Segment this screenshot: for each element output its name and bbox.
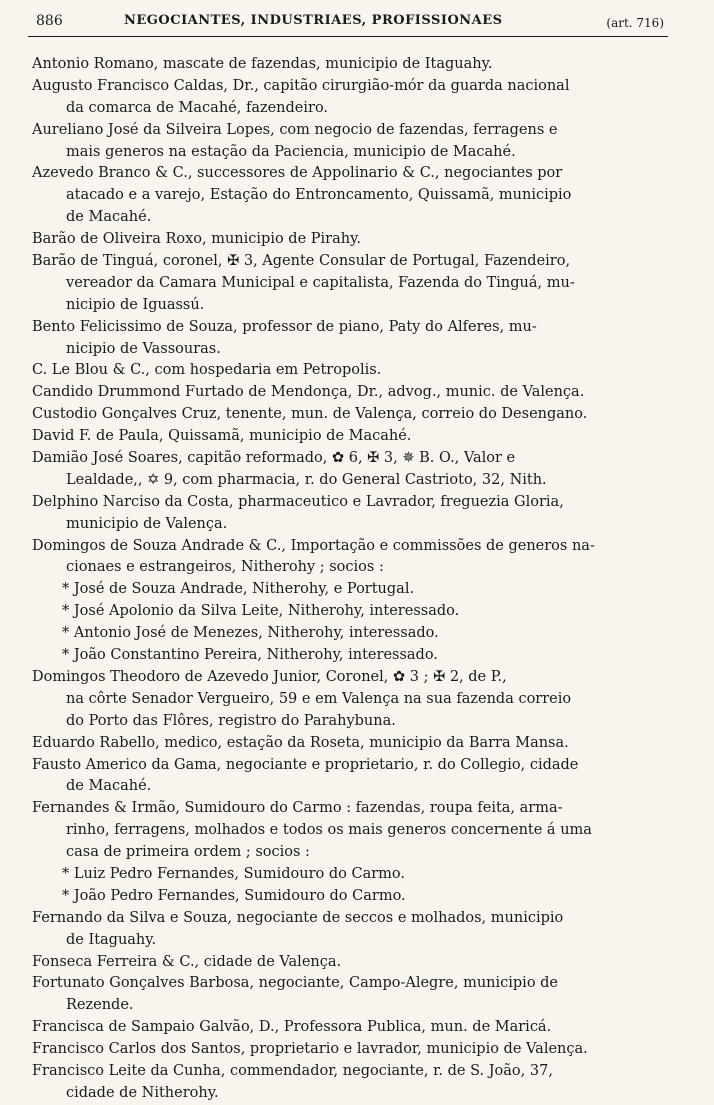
partner-line: * José Apolonio da Silva Leite, Nitherohy, interessado. [62,603,460,620]
directory-entries [32,54,676,1105]
entry-line: Damião José Soares, capitão reformado, ✿ 6, ✠ 3, ✵ B. O., Valor e [32,450,516,467]
entry-continuation-line: Lealdade,, ✡ 9, com pharmacia, r. do General Castrioto, 32, Nith. [66,471,547,488]
entry-line: David F. de Paula, Quissamã, municipio de Macahé. [32,428,412,445]
entry-line: Azevedo Branco & C., successores de Appolinario & C., negociantes por [32,165,563,182]
running-title: NEGOCIANTES, INDUSTRIAES, PROFISSIONAES [124,13,503,28]
entry-line: Fausto Americo da Gama, negociante e proprietario, r. do Collegio, cidade [32,756,579,773]
entry-continuation-line: do Porto das Flôres, registro do Parahybuna. [66,712,396,729]
entry-continuation-line: vereador da Camara Municipal e capitalista, Fazenda do Tinguá, mu- [66,274,575,291]
entry-line: C. Le Blou & C., com hospedaria em Petropolis. [32,362,382,379]
partner-line: * João Constantino Pereira, Nitherohy, interessado. [62,647,438,664]
entry-continuation-line: Rezende. [66,997,134,1014]
partner-line: * José de Souza Andrade, Nitherohy, e Portugal. [62,581,415,598]
partner-line: * João Pedro Fernandes, Sumidouro do Carmo. [62,887,406,904]
page-number: 886 [36,13,63,29]
entry-line: Barão de Oliveira Roxo, municipio de Pirahy. [32,231,361,248]
entry-continuation-line: municipio de Valença. [66,515,228,532]
entry-line: Francisco Carlos dos Santos, proprietario e lavrador, municipio de Valença. [32,1041,588,1058]
page-header [28,8,668,37]
entry-line: Fernando da Silva e Souza, negociante de seccos e molhados, municipio [32,909,564,926]
entry-line: Antonio Romano, mascate de fazendas, municipio de Itaguahy. [32,56,493,72]
entry-continuation-line: rinho, ferragens, molhados e todos os mais generos concernente á uma [66,822,592,839]
entry-line: Domingos Theodoro de Azevedo Junior, Coronel, ✿ 3 ; ✠ 2, de P., [32,668,507,685]
entry-continuation-line: de Itaguahy. [66,931,157,948]
entry-continuation-line: cionaes e estrangeiros, Nitherohy ; socios : [66,559,384,576]
entry-line: Aureliano José da Silveira Lopes, com negocio de fazendas, ferragens e [32,121,558,138]
entry-continuation-line: casa de primeira ordem ; socios : [66,844,310,861]
entry-line: Bento Felicissimo de Souza, professor de piano, Paty do Alferes, mu- [32,318,537,335]
entry-line: Candido Drummond Furtado de Mendonça, Dr., advog., munic. de Valença. [32,384,585,401]
entry-continuation-line: mais generos na estação da Paciencia, municipio de Macahé. [66,143,516,160]
entry-line: Augusto Francisco Caldas, Dr., capitão cirurgião-mór da guarda nacional [32,77,570,94]
entry-line: Fernandes & Irmão, Sumidouro do Carmo : fazendas, roupa feita, arma- [32,800,563,817]
entry-line: Francisco Leite da Cunha, commendador, negociante, r. de S. João, 37, [32,1062,553,1079]
entry-line: Fonseca Ferreira & C., cidade de Valença. [32,953,342,970]
article-reference: (art. 716) [606,16,664,30]
entry-line: Fortunato Gonçalves Barbosa, negociante, Campo-Alegre, municipio de [32,975,559,992]
entry-line: Barão de Tinguá, coronel, ✠ 3, Agente Consular de Portugal, Fazendeiro, [32,253,571,270]
entry-continuation-line: de Macahé. [66,209,152,226]
partner-line: * Luiz Pedro Fernandes, Sumidouro do Carmo. [62,865,405,882]
entry-line: Delphino Narciso da Costa, pharmaceutico e Lavrador, freguezia Gloria, [32,493,564,510]
entry-continuation-line: atacado e a varejo, Estação do Entroncamento, Quissamã, municipio [66,187,572,204]
partner-line: * Antonio José de Menezes, Nitherohy, interessado. [62,625,439,642]
entry-continuation-line: de Macahé. [66,778,152,795]
entry-continuation-line: nicipio de Iguassú. [66,296,205,313]
entry-line: Custodio Gonçalves Cruz, tenente, mun. de Valença, correio do Desengano. [32,406,588,423]
entry-continuation-line: nicipio de Vassouras. [66,340,221,357]
entry-continuation-line: na côrte Senador Vergueiro, 59 e em Valença na sua fazenda correio [66,690,572,707]
entry-line: Francisca de Sampaio Galvão, D., Professora Publica, mun. de Maricá. [32,1019,552,1036]
entry-continuation-line: da comarca de Macahé, fazendeiro. [66,99,329,116]
entry-continuation-line: cidade de Nitherohy. [66,1084,219,1101]
entry-line: Eduardo Rabello, medico, estação da Roseta, municipio da Barra Mansa. [32,734,569,751]
entry-line: Domingos de Souza Andrade & C., Importação e commissões de generos na- [32,537,595,554]
